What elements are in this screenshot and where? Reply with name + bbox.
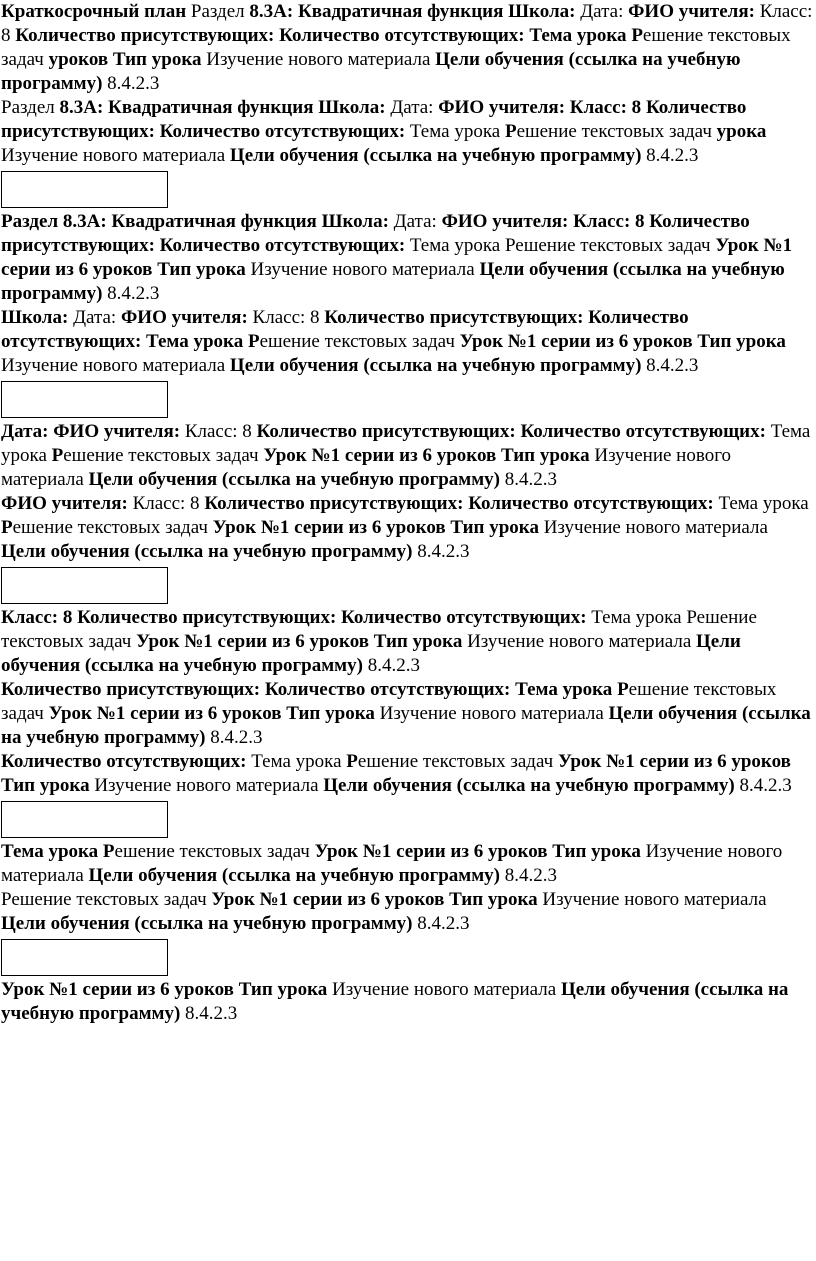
text-run: Цели обучения (ссылка на учебную программу) — [88, 865, 501, 886]
text-run: Урок №1 серии из 6 уроков — [1, 979, 234, 1000]
text-run: Тема урока — [409, 121, 501, 142]
text-run: Р — [51, 445, 64, 466]
text-run: ешение текстовых задач — [12, 517, 208, 538]
text-run: Количество отсутствующих: — [159, 121, 406, 142]
text-run: Количество присутствующих: — [1, 679, 261, 700]
empty-image-placeholder — [1, 171, 168, 208]
text-run: Р — [631, 25, 643, 46]
text-run: Изучение нового материала — [94, 775, 319, 796]
text-run: 8.4.2.3 — [646, 145, 699, 166]
text-run: 8.4.2.3 — [107, 283, 160, 304]
text-run: Раздел — [1, 97, 60, 118]
text-run: Тип урока — [501, 445, 590, 466]
text-run: 8.4.2.3 — [367, 655, 420, 676]
text-run: Класс: 8 — [252, 307, 320, 328]
text-run: Класс: 8 — [569, 97, 642, 118]
text-run: Изучение нового материала — [206, 49, 431, 70]
empty-image-placeholder — [1, 381, 168, 418]
text-run: Раздел — [190, 1, 250, 22]
text-run: Изучение нового материала — [543, 517, 768, 538]
text-run: ешение текстовых задач — [1, 25, 791, 70]
text-run: Тип урока — [373, 631, 463, 652]
text-run: Количество отсутствующих: — [264, 679, 511, 700]
text-paragraph — [1, 888, 815, 936]
empty-image-placeholder — [1, 939, 168, 976]
text-run: Тема урока — [718, 493, 809, 514]
text-run: 8.4.2.3 — [417, 541, 470, 562]
text-run: ФИО учителя: — [628, 1, 755, 22]
text-run: Дата: — [390, 97, 434, 118]
text-run: Тема урока — [146, 331, 244, 352]
text-run: 8.4.2.3 — [185, 1003, 238, 1024]
text-run: Урок №1 серии из 6 уроков — [136, 631, 369, 652]
text-paragraph — [1, 420, 815, 492]
text-paragraph — [1, 0, 815, 96]
text-run: Цели обучения (ссылка на учебную программу) — [1, 703, 811, 748]
text-run: Цели обучения (ссылка на учебную программу) — [1, 631, 741, 676]
text-run: Количество отсутствующих: — [1, 751, 247, 772]
text-run: 8.4.2.3 — [739, 775, 792, 796]
text-run: Тип урока — [552, 841, 641, 862]
text-run: Класс: 8 — [132, 493, 200, 514]
text-run: Цели обучения (ссылка на учебную программу) — [1, 541, 413, 562]
text-run: Дата: — [580, 1, 624, 22]
text-run: Количество присутствующих: — [15, 25, 275, 46]
text-run: Тип урока — [112, 49, 202, 70]
text-run: Цели обучения (ссылка на учебную программу) — [1, 913, 413, 934]
text-run: Количество присутствующих: — [1, 211, 750, 256]
text-run: ФИО учителя: — [1, 493, 128, 514]
text-run: Цели обучения (ссылка на учебную программу) — [1, 979, 789, 1024]
text-run: 8.4.2.3 — [504, 469, 558, 490]
text-run: Цели обучения (ссылка на учебную программу) — [229, 355, 642, 376]
text-run: Р — [504, 235, 516, 256]
text-run: ешение текстовых задач — [357, 751, 554, 772]
text-run: Цели обучения (ссылка на учебную программу) — [1, 49, 741, 94]
text-run: Количество присутствующих: — [324, 307, 584, 328]
text-run: 8.4.2.3 — [417, 913, 470, 934]
text-paragraph — [1, 978, 815, 1026]
text-run: ешение текстовых задач — [1, 679, 777, 724]
text-paragraph — [1, 96, 815, 168]
text-run: Школа: — [318, 97, 386, 118]
text-run: Урок №1 серии из 6 уроков — [211, 889, 445, 910]
text-run: Дата: — [393, 211, 437, 232]
text-run: Тема урока — [1, 841, 99, 862]
text-run: Р — [504, 121, 517, 142]
text-paragraph — [1, 840, 815, 888]
text-run: Урок №1 серии из 6 уроков — [48, 703, 282, 724]
text-run: Количество отсутствующих: — [341, 607, 587, 628]
text-run: Р — [617, 679, 629, 700]
text-run: Решение текстовых задач — [1, 889, 207, 910]
text-run: Тема урока — [409, 235, 501, 256]
text-run: Изучение нового материала — [332, 979, 557, 1000]
text-run: Р — [346, 751, 358, 772]
text-run: Дата: — [1, 421, 49, 442]
empty-image-placeholder — [1, 567, 168, 604]
text-run: Урок №1 серии из 6 уроков — [459, 331, 693, 352]
text-paragraph — [1, 606, 815, 678]
text-run: Количество присутствующих: — [77, 607, 337, 628]
text-run: Количество отсутствующих: — [279, 25, 525, 46]
text-run: Р — [102, 841, 115, 862]
text-run: Тип урока — [286, 703, 375, 724]
text-run: Цели обучения (ссылка на учебную программу) — [323, 775, 735, 796]
text-run: Тип урока — [450, 517, 539, 538]
text-run: Тип урока — [1, 775, 90, 796]
text-run: Тема урока — [1, 421, 811, 466]
text-run: Количество отсутствующих: — [520, 421, 766, 442]
empty-image-placeholder — [1, 801, 168, 838]
text-run: Количество отсутствующих: — [159, 235, 406, 256]
text-run: Количество присутствующих: — [204, 493, 464, 514]
text-run: Раздел 8.3А: Квадратичная функция — [1, 211, 317, 232]
text-run: Тип урока — [238, 979, 328, 1000]
text-run: ешение текстовых задач — [516, 121, 712, 142]
text-run: 8.4.2.3 — [646, 355, 699, 376]
text-run: Изучение нового материала — [379, 703, 604, 724]
text-run: Количество отсутствующих: — [468, 493, 714, 514]
text-run: Тип урока — [449, 889, 538, 910]
text-run: Класс: 8 — [1, 607, 73, 628]
text-run: Тема урока — [591, 607, 682, 628]
text-run: Количество присутствующих: — [256, 421, 516, 442]
text-run: Тема урока — [529, 25, 627, 46]
text-run: Урок №1 серии из 6 уроков — [557, 751, 791, 772]
text-run: Р — [1, 517, 13, 538]
text-run: Р — [247, 331, 260, 352]
text-run: Урок №1 серии из 6 уроков — [263, 445, 497, 466]
text-run: ешение текстовых задач — [259, 331, 455, 352]
text-run: Изучение нового материала — [542, 889, 767, 910]
text-run: Урок №1 серии из 6 уроков — [314, 841, 548, 862]
text-run: ФИО учителя: — [441, 211, 569, 232]
text-run: ФИО учителя: — [120, 307, 248, 328]
text-run: 8.4.2.3 — [504, 865, 558, 886]
text-run: 8.4.2.3 — [107, 73, 160, 94]
text-paragraph — [1, 306, 815, 378]
text-run: 8.3А: Квадратичная функция — [249, 1, 504, 22]
text-run: Изучение нового материала — [1, 355, 226, 376]
text-run: Урок №1 серии из 6 уроков — [212, 517, 446, 538]
text-paragraph — [1, 678, 815, 750]
text-run: Изучение нового материала — [1, 145, 226, 166]
text-run: Тема урока — [515, 679, 613, 700]
text-run: ешение текстовых задач — [63, 445, 259, 466]
text-run: Класс: 8 — [573, 211, 645, 232]
text-run: уроков — [48, 49, 109, 70]
text-run: Цели обучения (ссылка на учебную программу) — [1, 259, 785, 304]
text-run: Цели обучения (ссылка на учебную программу) — [229, 145, 642, 166]
text-run: Количество отсутствующих: — [1, 307, 689, 352]
text-run: урока — [716, 121, 767, 142]
text-run: Изучение нового материала — [1, 841, 783, 886]
text-run: ешение текстовых задач — [515, 235, 711, 256]
text-run: ФИО учителя: — [53, 421, 181, 442]
text-run: ешение текстовых задач — [1, 607, 757, 652]
text-run: Класс: 8 — [184, 421, 252, 442]
text-run: ешение текстовых задач — [114, 841, 310, 862]
text-run: Класс: 8 — [1, 1, 813, 46]
text-run: Тип урока — [697, 331, 786, 352]
text-run: ФИО учителя: — [438, 97, 566, 118]
text-run: Количество присутствующих: — [1, 97, 747, 142]
text-run: Цели обучения (ссылка на учебную программу) — [88, 469, 501, 490]
text-run: Р — [686, 607, 697, 628]
text-run: Краткосрочный план — [1, 1, 187, 22]
text-run: Школа: — [508, 1, 576, 22]
text-paragraph — [1, 750, 815, 798]
text-run: 8.3А: Квадратичная функция — [59, 97, 314, 118]
text-run: Школа: — [321, 211, 389, 232]
text-paragraph — [1, 210, 815, 306]
text-run: Урок №1 серии из 6 уроков — [1, 235, 793, 280]
text-run: Дата: — [73, 307, 117, 328]
text-run: Тип урока — [157, 259, 246, 280]
text-run: Изучение нового материала — [250, 259, 475, 280]
text-run: 8.4.2.3 — [210, 727, 263, 748]
text-run: Изучение нового материала — [467, 631, 692, 652]
text-paragraph — [1, 492, 815, 564]
text-run: Изучение нового материала — [1, 445, 732, 490]
text-run: Тема урока — [251, 751, 342, 772]
text-run: Школа: — [1, 307, 69, 328]
